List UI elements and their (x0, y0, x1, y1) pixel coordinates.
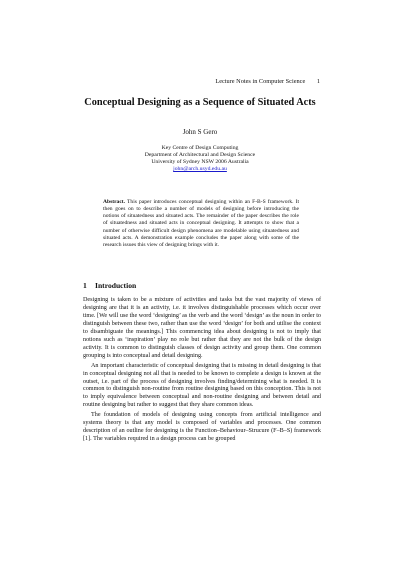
author-name: John S Gero (182, 128, 218, 136)
affiliation-line-3: University of Sydney NSW 2006 Australia (151, 159, 249, 166)
body-paragraph: Designing is taken to be a mixture of activities and tasks but the vast majority of views of designing are that it is an activity, i.e. it involves distinguishable processes which occur over time. [We will use the word ‘designing’ as the verb and the word ‘design’ as the noun in order to distinguish between these two, rather than use the word ‘design’ for both and utilise the context to disambiguate the meanings.] This commencing idea about designing is not to imply that notions such as ‘inspiration’ play no role but rather that they are not the bulk of the design activity. It is common to distinguish classes of design activity and group them. One common grouping is into conceptual and detail designing. (83, 297, 321, 359)
affiliation-line-1: Key Centre of Design Computing (161, 145, 239, 151)
body-text (83, 297, 321, 446)
paper-title: Conceptual Designing as a Sequence of Situated Acts (84, 97, 316, 108)
affiliation-block (60, 145, 340, 173)
affiliation-line-2: Department of Architectural and Design Science (144, 152, 256, 159)
section-heading (83, 281, 136, 291)
running-head-series: Lecture Notes in Computer Science (215, 78, 306, 85)
abstract-label: Abstract. (103, 199, 126, 205)
body-paragraph: The foundation of models of designing using concepts from artificial intelligence and systems theory is that any model is composed of variables and processes. One common description of an outline for designing is the Function–Behaviour–Strucure (F–B–S) framework [1]. The variables required in a design process can be grouped (83, 412, 321, 443)
page-number: 1 (316, 78, 320, 85)
abstract-text: This paper introduces conceptual designing within an F-B-S framework. It then goes on to describe a number of models of designing before introducing the notions of situatedness and situated acts. The remainder of the paper describes the role of situatedness and situated acts in conceptual designing. It attempts to show that a number of otherwise difficult design phenomena are modelable using situatedness and situated acts. A demonstration example concludes the paper along with some of the research issues this view of designing brings with it. (103, 199, 299, 248)
section-title: Introduction (95, 281, 137, 290)
running-head (84, 78, 320, 86)
body-paragraph: An important characteristic of conceptual designing that is missing in detail designing is that in conceptual designing not all that is needed to be known to complete a design is known at the outset, i.e. part of the process of designing involves finding/determining what is needed. It is common to distinguish non-routine from routine designing based on this conception. This is not to imply equivalence between conceptual and non-routine designing and between detail and routine designing but rather to suggest that they share common ideas. (83, 362, 321, 409)
section-number: 1 (83, 281, 87, 290)
author-email-link[interactable]: john@arch.usyd.edu.au (173, 166, 227, 173)
abstract (103, 199, 299, 249)
